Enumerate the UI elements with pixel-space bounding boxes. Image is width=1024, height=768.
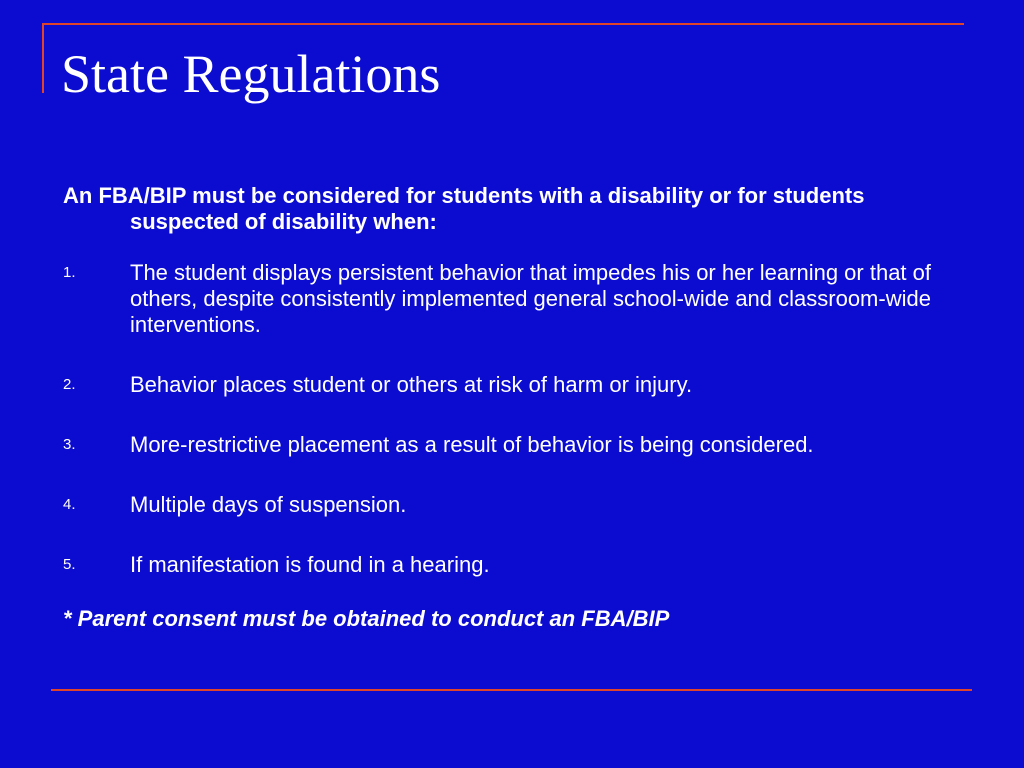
list-item-text: If manifestation is found in a hearing.	[130, 552, 490, 577]
list-item-number: 1.	[63, 264, 76, 281]
list-item	[63, 432, 963, 458]
list-item	[63, 372, 963, 398]
left-accent-rule	[42, 23, 44, 93]
list-item-number: 3.	[63, 436, 76, 453]
list-item	[63, 552, 963, 578]
list-item-number: 4.	[63, 496, 76, 513]
list-item-text: The student displays persistent behavior that impedes his or her learning or that of others, despite consistently implemented general school-wide and classroom-wide interventions.	[130, 260, 932, 337]
list-item	[63, 260, 963, 338]
slide-body	[63, 183, 963, 632]
list-item-number: 5.	[63, 556, 76, 573]
intro-text: An FBA/BIP must be considered for students with a disability or for students suspected of disability when:	[63, 183, 865, 234]
slide-title: State Regulations	[61, 44, 441, 104]
top-accent-rule	[42, 23, 964, 25]
list-item-number: 2.	[63, 376, 76, 393]
consent-note: * Parent consent must be obtained to conduct an FBA/BIP	[63, 606, 670, 631]
list-item-text: More-restrictive placement as a result of behavior is being considered.	[130, 432, 814, 457]
list-item	[63, 492, 963, 518]
bottom-accent-rule	[51, 689, 972, 691]
list-item-text: Behavior places student or others at risk of harm or injury.	[130, 372, 693, 397]
list-item-text: Multiple days of suspension.	[130, 492, 407, 517]
